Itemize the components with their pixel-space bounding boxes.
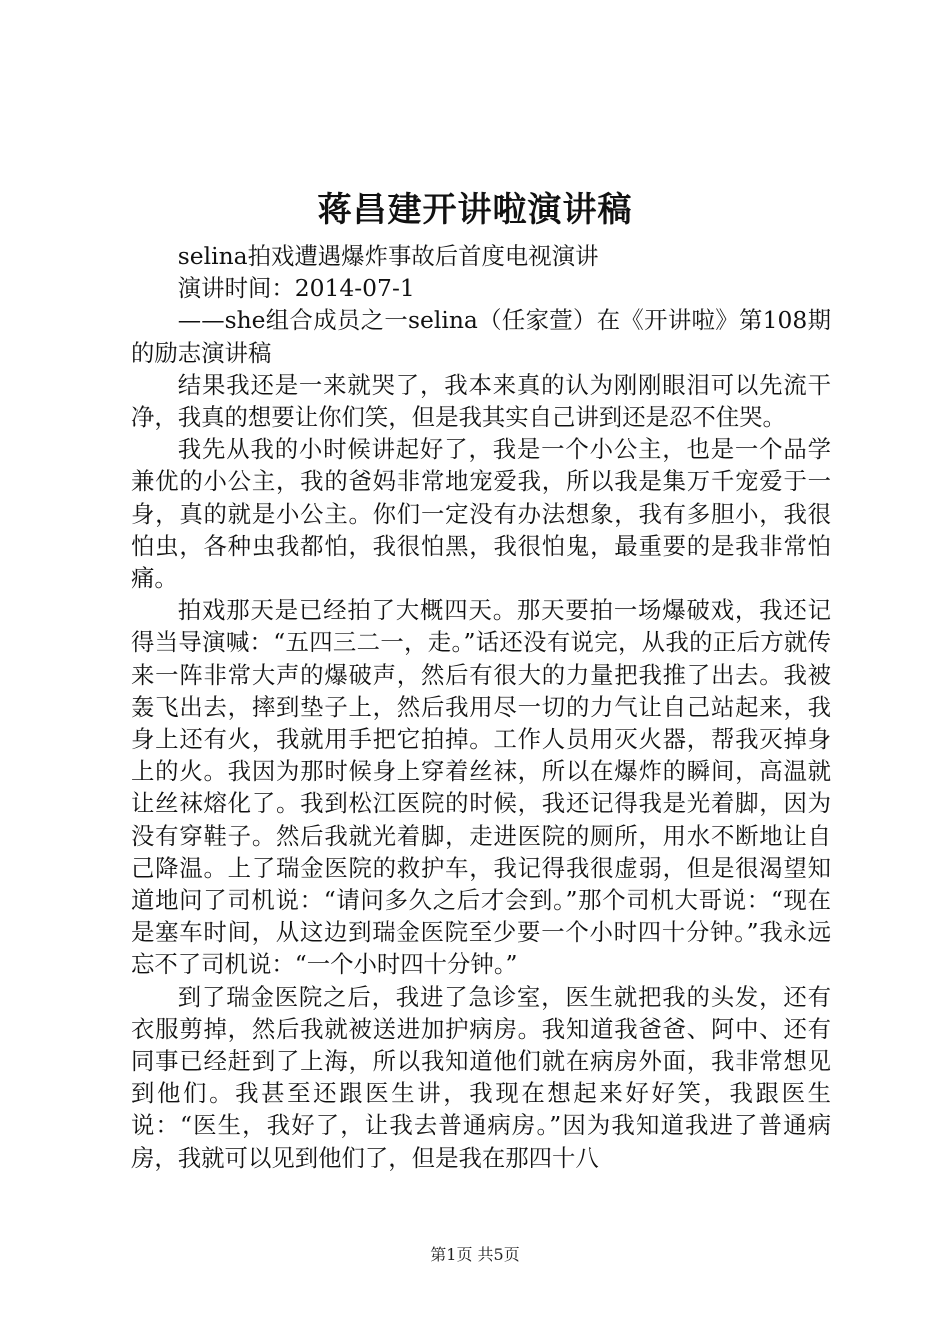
- speaker-intro-paragraph: ——she组合成员之一selina（任家萱）在《开讲啦》第108期的励志演讲稿: [131, 306, 831, 367]
- body-paragraph: 拍戏那天是已经拍了大概四天。那天要拍一场爆破戏，我还记得当导演喊：“五四三二一，走。”话还没有说完，从我的正后方就传来一阵非常大声的爆破声，然后有很大的力量把我推了出去。我被轰飞出去，摔到垫子上，然后我用尽一切的力气让自己站起来，我身上还有火，我就用手把它拍掉。工作人员用灭火器，帮我灭掉身上的火。我因为那时候身上穿着丝袜，所以在爆炸的瞬间，高温就让丝袜熔化了。我到松江医院的时候，我还记得我是光着脚，因为没有穿鞋子。然后我就光着脚，走进医院的厕所，用水不断地让自己降温。上了瑞金医院的救护车，我记得我很虚弱，但是很渴望知道地问了司机说：“请问多久之后才会到。”那个司机大哥说：“现在是塞车时间，从这边到瑞金医院至少要一个小时四十分钟。”我永远忘不了司机说：“一个小时四十分钟。”: [131, 596, 831, 979]
- page-number-footer: 第1页 共5页: [430, 1245, 520, 1264]
- body-paragraph: 我先从我的小时候讲起好了，我是一个小公主，也是一个品学兼优的小公主，我的爸妈非常地宠爱我，所以我是集万千宠爱于一身，真的就是小公主。你们一定没有办法想象，我有多胆小，我很怕虫，各种虫我都怕，我很怕黑，我很怕鬼，最重要的是我非常怕痛。: [131, 435, 831, 593]
- body-paragraph: 结果我还是一来就哭了，我本来真的认为刚刚眼泪可以先流干净，我真的想要让你们笑，但是我其实自己讲到还是忍不住哭。: [131, 370, 831, 432]
- document-title: 蒋昌建开讲啦演讲稿: [317, 190, 633, 230]
- speech-date-paragraph: 演讲时间：2014-07-1: [177, 274, 415, 303]
- subtitle-paragraph: selina拍戏遭遇爆炸事故后首度电视演讲: [177, 242, 599, 270]
- body-paragraph: 到了瑞金医院之后，我进了急诊室，医生就把我的头发，还有衣服剪掉，然后我就被送进加护病房。我知道我爸爸、阿中、还有同事已经赶到了上海，所以我知道他们就在病房外面，我非常想见到他们。我甚至还跟医生讲，我现在想起来好好笑，我跟医生说：“医生，我好了，让我去普通病房。”因为我知道我进了普通病房，我就可以见到他们了，但是我在那四十八: [131, 982, 831, 1172]
- document-body: [131, 240, 831, 1174]
